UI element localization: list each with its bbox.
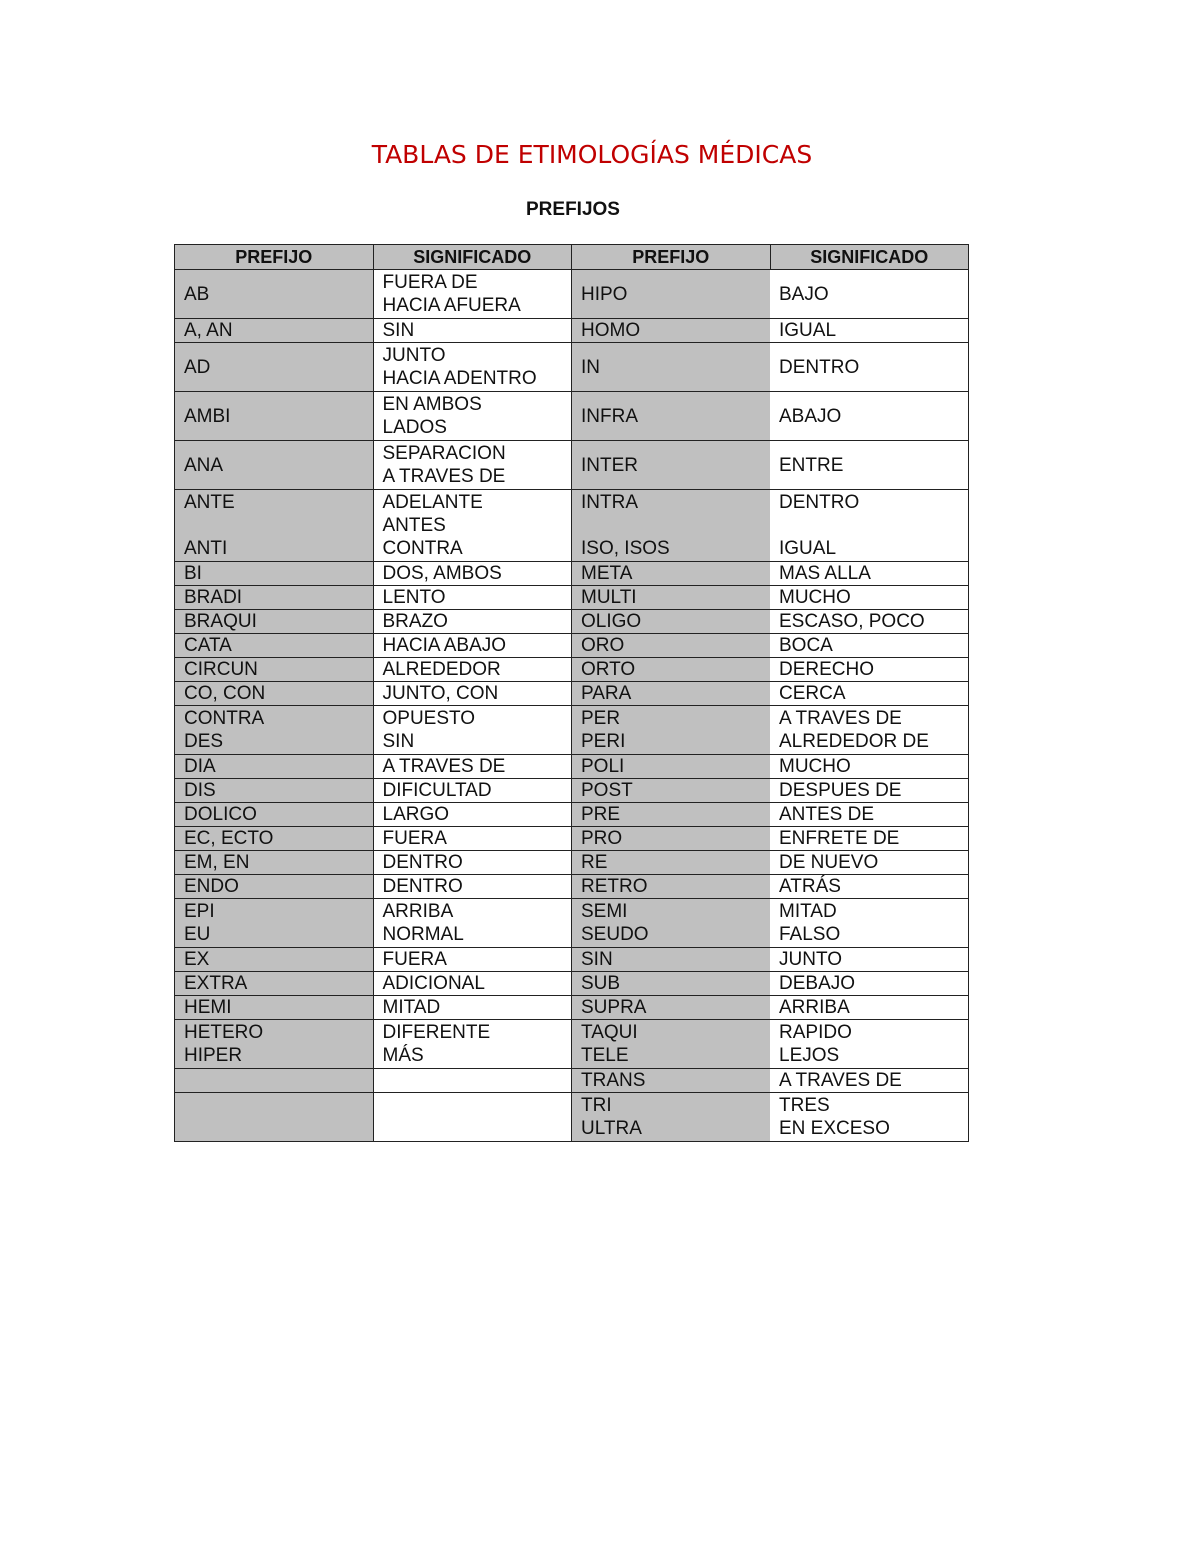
table-row [175, 948, 969, 972]
prefix-cell: ENDO [175, 875, 374, 899]
table-row [175, 270, 969, 319]
prefix-cell: RE [572, 851, 771, 875]
prefix-cell: RETRO [572, 875, 771, 899]
prefix-cell: ANA [175, 441, 374, 490]
table-row [175, 562, 969, 586]
header-prefix-1: PREFIJO [175, 245, 374, 270]
meaning-cell: JUNTO [770, 948, 969, 972]
prefix-cell: INTRA ISO, ISOS [572, 490, 771, 562]
meaning-cell: DOS, AMBOS [373, 562, 572, 586]
meaning-cell: ANTES DE [770, 803, 969, 827]
prefix-cell: EX [175, 948, 374, 972]
prefix-cell: PRE [572, 803, 771, 827]
meaning-cell: DE NUEVO [770, 851, 969, 875]
meaning-cell: LENTO [373, 586, 572, 610]
meaning-cell: BRAZO [373, 610, 572, 634]
table-row [175, 875, 969, 899]
meaning-cell: MITAD FALSO [770, 899, 969, 948]
prefix-cell: HOMO [572, 319, 771, 343]
table-row [175, 1020, 969, 1069]
meaning-cell: DESPUES DE [770, 779, 969, 803]
meaning-cell: ADELANTE ANTES CONTRA [373, 490, 572, 562]
prefix-cell: INFRA [572, 392, 771, 441]
meaning-cell: ARRIBA [770, 996, 969, 1020]
prefix-cell: DOLICO [175, 803, 374, 827]
meaning-cell: DIFERENTE MÁS [373, 1020, 572, 1069]
meaning-cell: FUERA [373, 948, 572, 972]
meaning-cell: DENTRO IGUAL [770, 490, 969, 562]
table-row [175, 755, 969, 779]
meaning-cell: DENTRO [373, 851, 572, 875]
prefix-cell: TRANS [572, 1069, 771, 1093]
meaning-cell: DENTRO [373, 875, 572, 899]
table-row [175, 392, 969, 441]
prefix-cell: ORO [572, 634, 771, 658]
prefix-cell: MULTI [572, 586, 771, 610]
header-prefix-2: PREFIJO [572, 245, 771, 270]
meaning-cell: DERECHO [770, 658, 969, 682]
table-row [175, 1069, 969, 1093]
header-row [175, 245, 969, 270]
meaning-cell: HACIA ABAJO [373, 634, 572, 658]
prefix-cell: CO, CON [175, 682, 374, 706]
prefix-cell: PRO [572, 827, 771, 851]
prefix-cell: SEMI SEUDO [572, 899, 771, 948]
prefix-cell: AMBI [175, 392, 374, 441]
meaning-cell: ALREDEDOR [373, 658, 572, 682]
prefix-cell: PER PERI [572, 706, 771, 755]
header-meaning-1: SIGNIFICADO [373, 245, 572, 270]
meaning-cell: SEPARACION A TRAVES DE [373, 441, 572, 490]
prefix-cell: DIA [175, 755, 374, 779]
prefix-cell: BRAQUI [175, 610, 374, 634]
prefix-cell: META [572, 562, 771, 586]
prefix-cell: BRADI [175, 586, 374, 610]
table-row [175, 634, 969, 658]
prefix-cell: A, AN [175, 319, 374, 343]
table-header [175, 245, 969, 270]
prefix-cell: INTER [572, 441, 771, 490]
meaning-cell: EN AMBOS LADOS [373, 392, 572, 441]
table-row [175, 972, 969, 996]
prefix-cell: AB [175, 270, 374, 319]
prefix-cell: HETERO HIPER [175, 1020, 374, 1069]
meaning-cell: ENFRETE DE [770, 827, 969, 851]
meaning-cell: MUCHO [770, 586, 969, 610]
prefix-cell [175, 1093, 374, 1142]
prefix-cell: EPI EU [175, 899, 374, 948]
meaning-cell: BAJO [770, 270, 969, 319]
table-row [175, 779, 969, 803]
table-row [175, 682, 969, 706]
prefix-cell: CONTRA DES [175, 706, 374, 755]
prefix-cell: POST [572, 779, 771, 803]
prefix-cell: CIRCUN [175, 658, 374, 682]
meaning-cell [373, 1069, 572, 1093]
meaning-cell: JUNTO, CON [373, 682, 572, 706]
prefix-cell: AD [175, 343, 374, 392]
meaning-cell: FUERA DE HACIA AFUERA [373, 270, 572, 319]
prefix-cell: ORTO [572, 658, 771, 682]
table-row [175, 658, 969, 682]
meaning-cell: ESCASO, POCO [770, 610, 969, 634]
meaning-cell: A TRAVES DE [373, 755, 572, 779]
prefix-cell: EM, EN [175, 851, 374, 875]
meaning-cell: ARRIBA NORMAL [373, 899, 572, 948]
table-row [175, 996, 969, 1020]
prefix-cell: PARA [572, 682, 771, 706]
table-row [175, 610, 969, 634]
prefix-cell [175, 1069, 374, 1093]
meaning-cell: BOCA [770, 634, 969, 658]
table-row [175, 490, 969, 562]
prefix-cell: EC, ECTO [175, 827, 374, 851]
header-meaning-2: SIGNIFICADO [770, 245, 969, 270]
meaning-cell: DIFICULTAD [373, 779, 572, 803]
table-row [175, 1093, 969, 1142]
table-row [175, 851, 969, 875]
meaning-cell [373, 1093, 572, 1142]
document-title: TABLAS DE ETIMOLOGÍAS MÉDICAS [371, 140, 813, 169]
prefix-cell: POLI [572, 755, 771, 779]
table-row [175, 706, 969, 755]
prefix-table [174, 244, 969, 1142]
table-row [175, 899, 969, 948]
prefix-cell: CATA [175, 634, 374, 658]
prefix-cell: TRI ULTRA [572, 1093, 771, 1142]
prefix-cell: HIPO [572, 270, 771, 319]
meaning-cell: A TRAVES DE [770, 1069, 969, 1093]
meaning-cell: DEBAJO [770, 972, 969, 996]
meaning-cell: LARGO [373, 803, 572, 827]
meaning-cell: FUERA [373, 827, 572, 851]
table-row [175, 319, 969, 343]
prefix-cell: ANTE ANTI [175, 490, 374, 562]
document-subtitle: PREFIJOS [526, 199, 620, 220]
table-row [175, 586, 969, 610]
table-row [175, 441, 969, 490]
meaning-cell: IGUAL [770, 319, 969, 343]
prefix-cell: BI [175, 562, 374, 586]
meaning-cell: MITAD [373, 996, 572, 1020]
meaning-cell: DENTRO [770, 343, 969, 392]
prefix-cell: TAQUI TELE [572, 1020, 771, 1069]
prefix-cell: SIN [572, 948, 771, 972]
prefix-cell: HEMI [175, 996, 374, 1020]
meaning-cell: SIN [373, 319, 572, 343]
prefix-cell: EXTRA [175, 972, 374, 996]
meaning-cell: CERCA [770, 682, 969, 706]
prefix-cell: SUB [572, 972, 771, 996]
table-row [175, 343, 969, 392]
meaning-cell: ADICIONAL [373, 972, 572, 996]
meaning-cell: MAS ALLA [770, 562, 969, 586]
meaning-cell: MUCHO [770, 755, 969, 779]
prefix-cell: SUPRA [572, 996, 771, 1020]
prefix-cell: DIS [175, 779, 374, 803]
table-row [175, 827, 969, 851]
meaning-cell: OPUESTO SIN [373, 706, 572, 755]
meaning-cell: ENTRE [770, 441, 969, 490]
meaning-cell: A TRAVES DE ALREDEDOR DE [770, 706, 969, 755]
table-row [175, 803, 969, 827]
meaning-cell: TRES EN EXCESO [770, 1093, 969, 1142]
prefix-cell: OLIGO [572, 610, 771, 634]
meaning-cell: JUNTO HACIA ADENTRO [373, 343, 572, 392]
prefix-cell: IN [572, 343, 771, 392]
meaning-cell: ABAJO [770, 392, 969, 441]
table-body [175, 270, 969, 1142]
meaning-cell: ATRÁS [770, 875, 969, 899]
meaning-cell: RAPIDO LEJOS [770, 1020, 969, 1069]
